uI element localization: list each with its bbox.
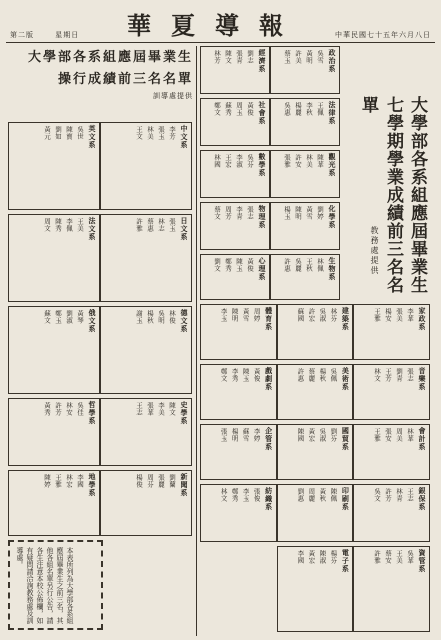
student-names <box>204 308 262 356</box>
student-names <box>104 218 177 298</box>
student-names <box>357 428 415 476</box>
student-name: 王美 <box>76 218 84 232</box>
masthead <box>0 0 441 42</box>
academic-banner-source: 教務處提供 <box>370 226 379 276</box>
student-name: 陳華 <box>316 154 324 168</box>
student-name: 黃秀 <box>43 402 51 416</box>
student-name: 蘇國 <box>296 308 305 322</box>
student-name: 林青 <box>394 488 403 502</box>
student-names <box>274 154 325 194</box>
student-name: 黃雪 <box>241 308 250 322</box>
department-box <box>8 306 100 394</box>
department-name: 新聞系 <box>180 473 189 497</box>
student-names <box>281 550 339 628</box>
student-name: 林華 <box>405 428 414 442</box>
student-name: 許惠 <box>283 258 291 272</box>
department-box <box>200 46 270 94</box>
student-name: 王芳 <box>383 368 392 382</box>
student-name: 張華 <box>146 402 154 416</box>
column-divider <box>196 46 197 636</box>
student-name: 林美 <box>146 126 154 140</box>
student-names <box>274 50 325 90</box>
student-name: 楊明 <box>230 428 239 442</box>
department-name: 印刷系 <box>341 487 351 511</box>
student-name: 李美 <box>157 402 165 416</box>
student-name: 陳佩 <box>329 488 338 502</box>
student-name: 陳國 <box>296 428 305 442</box>
department-name: 觀光系 <box>328 153 337 177</box>
student-names <box>204 102 255 142</box>
student-name: 許芳 <box>54 402 62 416</box>
student-name: 劉志 <box>246 50 254 64</box>
student-names <box>204 368 262 416</box>
student-name: 陳明 <box>230 308 239 322</box>
student-names <box>104 310 177 390</box>
student-name: 楊麗 <box>294 102 302 116</box>
department-box <box>100 306 192 394</box>
student-names <box>204 50 255 90</box>
student-name: 蘇雪 <box>241 428 250 442</box>
department-name: 中文系 <box>180 125 189 149</box>
department-name: 經濟系 <box>258 49 267 73</box>
student-name: 鄭文 <box>219 368 228 382</box>
student-name: 楊秋 <box>318 368 327 382</box>
department-box <box>100 470 192 536</box>
student-name: 周麗 <box>307 488 316 502</box>
student-name: 黃明 <box>305 50 313 64</box>
student-name: 李玉 <box>219 308 228 322</box>
student-names <box>204 206 255 246</box>
student-name: 許安 <box>294 154 302 168</box>
student-name: 陳玉 <box>241 368 250 382</box>
student-name: 吳佳 <box>76 402 84 416</box>
student-name: 林宏 <box>65 474 73 488</box>
student-name: 李秋 <box>305 102 313 116</box>
student-name: 張美 <box>394 308 403 322</box>
department-name: 社會系 <box>258 101 267 125</box>
department-box <box>277 484 354 542</box>
student-name: 吳麗 <box>294 258 302 272</box>
student-name: 黃宏 <box>307 428 316 442</box>
student-name: 楊秋 <box>146 310 154 324</box>
student-name: 蔡惠 <box>146 218 154 232</box>
student-names <box>104 474 177 532</box>
newspaper-title: 華夏導報 <box>127 11 303 40</box>
student-names <box>12 402 85 462</box>
student-name: 蘇文 <box>43 310 51 324</box>
department-box <box>200 304 277 360</box>
student-name: 張麗 <box>157 474 165 488</box>
student-name: 李國 <box>76 474 84 488</box>
department-name: 地學系 <box>88 473 97 497</box>
student-name: 陳寶 <box>65 126 73 140</box>
student-name: 周婷 <box>252 308 261 322</box>
academic-banner <box>345 96 430 301</box>
student-name: 吳世 <box>76 126 84 140</box>
student-name: 陳秀 <box>54 218 62 232</box>
student-name: 王宏 <box>224 154 232 168</box>
department-name: 戲劇系 <box>264 367 274 391</box>
department-name: 日文系 <box>180 217 189 241</box>
department-box <box>200 202 270 250</box>
student-name: 張玉 <box>157 126 165 140</box>
department-box <box>270 202 340 250</box>
department-box <box>270 46 340 94</box>
conduct-banner-line2: 操行成績前三名名單 <box>57 72 193 87</box>
student-name: 蔡麗 <box>307 368 316 382</box>
student-name: 林芳 <box>213 50 221 64</box>
masthead-left-info <box>10 30 97 40</box>
department-name: 體育系 <box>264 307 274 331</box>
student-name: 王雅 <box>372 428 381 442</box>
student-name: 周芳 <box>224 206 232 220</box>
student-name: 周芬 <box>146 474 154 488</box>
student-name: 劉如 <box>54 126 62 140</box>
student-name: 楊芬 <box>329 550 338 564</box>
student-name: 陳玉 <box>235 258 243 272</box>
department-box <box>100 122 192 210</box>
department-box <box>277 304 354 360</box>
student-names <box>281 368 339 416</box>
weekday: 星期日 <box>55 31 80 39</box>
student-name: 張玉 <box>219 428 228 442</box>
student-name: 黃琴 <box>76 310 84 324</box>
department-name: 國貿系 <box>341 427 351 451</box>
student-name: 劉芬 <box>329 428 338 442</box>
student-name: 楊俊 <box>135 474 143 488</box>
student-name: 周美 <box>394 428 403 442</box>
department-name: 史學系 <box>180 401 189 425</box>
student-names <box>357 308 415 356</box>
department-box <box>353 484 430 542</box>
student-name: 王雅 <box>372 308 381 322</box>
department-box <box>270 150 340 198</box>
student-name: 王雅 <box>54 474 62 488</box>
student-name: 李華 <box>405 308 414 322</box>
page-number: 第二版 <box>10 31 34 39</box>
department-name: 紡織系 <box>264 487 274 511</box>
student-name: 周文 <box>43 218 51 232</box>
student-name: 張俊 <box>252 488 261 502</box>
student-name: 李淑 <box>235 154 243 168</box>
student-name: 陳明 <box>294 206 302 220</box>
department-name: 心理系 <box>258 257 267 281</box>
student-name: 蘇秀 <box>224 102 232 116</box>
student-names <box>12 126 85 206</box>
department-name: 德文系 <box>180 309 189 333</box>
student-name: 張雅 <box>283 154 291 168</box>
student-name: 吳佩 <box>329 368 338 382</box>
student-name: 楊玉 <box>283 206 291 220</box>
student-name: 吳淑 <box>318 308 327 322</box>
student-name: 鄭文 <box>213 102 221 116</box>
student-name: 李佩 <box>65 218 73 232</box>
student-name: 許美 <box>294 50 302 64</box>
department-name: 音樂系 <box>417 367 427 391</box>
department-name: 生物系 <box>328 257 337 281</box>
student-name: 陳文 <box>224 50 232 64</box>
student-name: 林佩 <box>316 258 324 272</box>
department-box <box>200 150 270 198</box>
student-name: 鄭秀 <box>224 258 232 272</box>
student-names <box>104 126 177 206</box>
student-name: 張安 <box>383 428 392 442</box>
student-name: 劉青 <box>394 368 403 382</box>
department-box <box>100 398 192 466</box>
student-name: 吳惠 <box>283 102 291 116</box>
student-name: 林安 <box>65 402 73 416</box>
notice-box <box>8 540 103 630</box>
student-name: 許雅 <box>372 550 381 564</box>
student-name: 王秋 <box>305 258 313 272</box>
department-box <box>200 364 277 420</box>
department-box <box>100 214 192 302</box>
student-name: 林芬 <box>329 308 338 322</box>
department-name: 俄文系 <box>88 309 97 333</box>
student-name: 王文 <box>135 126 143 140</box>
student-names <box>12 474 85 532</box>
student-names <box>274 258 325 296</box>
student-name: 李國 <box>296 550 305 564</box>
student-name: 吳雪 <box>316 50 324 64</box>
student-names <box>204 154 255 194</box>
department-box <box>200 254 270 300</box>
student-name: 許惠 <box>296 368 305 382</box>
student-name: 吳淑 <box>318 428 327 442</box>
department-name: 企管系 <box>264 427 274 451</box>
student-name: 林文 <box>372 368 381 382</box>
department-name: 物理系 <box>258 205 267 229</box>
student-name: 李芳 <box>168 126 176 140</box>
department-name: 家政系 <box>417 307 427 331</box>
department-box <box>353 424 430 480</box>
student-name: 陳淑 <box>318 550 327 564</box>
department-name: 電子系 <box>341 549 351 573</box>
student-names <box>357 368 415 416</box>
student-name: 吳明 <box>157 310 165 324</box>
department-box <box>353 304 430 360</box>
student-name: 王志 <box>405 488 414 502</box>
student-name: 黃秋 <box>318 488 327 502</box>
department-name: 會計系 <box>417 427 427 451</box>
department-name: 資管系 <box>417 549 427 573</box>
student-name: 鄭玉 <box>54 310 62 324</box>
student-names <box>204 428 262 476</box>
student-name: 蔡玉 <box>283 50 291 64</box>
department-box <box>270 98 340 146</box>
student-name: 王美 <box>394 550 403 564</box>
conduct-banner-source: 訓導處提供 <box>153 92 193 100</box>
department-box <box>270 254 340 300</box>
student-name: 李玉 <box>241 488 250 502</box>
student-name: 李秀 <box>230 368 239 382</box>
student-names <box>204 258 255 296</box>
student-name: 張志 <box>246 206 254 220</box>
department-name: 銀保系 <box>417 487 427 511</box>
student-name: 李婷 <box>252 428 261 442</box>
masthead-rule <box>6 42 435 43</box>
student-names <box>12 218 85 298</box>
student-name: 鄭秀 <box>230 488 239 502</box>
student-name: 陳婷 <box>43 474 51 488</box>
student-names <box>274 102 325 142</box>
department-name: 英文系 <box>88 125 97 149</box>
student-name: 劉惠 <box>296 488 305 502</box>
department-box <box>8 122 100 210</box>
student-name: 黃宏 <box>307 550 316 564</box>
academic-banner-col2: 七學期學業成績前三名名單 <box>358 96 403 294</box>
student-names <box>274 206 325 246</box>
student-name: 林美 <box>305 154 313 168</box>
student-name: 林志 <box>157 218 165 232</box>
conduct-banner <box>8 46 193 118</box>
student-name: 黃俊 <box>252 368 261 382</box>
student-name: 王佩 <box>316 102 324 116</box>
student-name: 王志 <box>135 402 143 416</box>
notice-text: 本表所列為大學部各系組應屆畢業生之前三名，其他各組名單另行公告，請各生注意本校公佈欄，如有疑問請洽詢教務處及訓導處。 <box>16 547 74 624</box>
student-name: 許雅 <box>135 218 143 232</box>
student-names <box>357 488 415 538</box>
student-names <box>281 428 339 476</box>
student-name: 黃俊 <box>246 258 254 272</box>
department-name: 法律系 <box>328 101 337 125</box>
student-name: 劉淑 <box>65 310 73 324</box>
student-names <box>281 488 339 538</box>
student-name: 林文 <box>219 488 228 502</box>
department-name: 建築系 <box>341 307 351 331</box>
department-box <box>277 424 354 480</box>
student-names <box>281 308 339 356</box>
department-box <box>8 214 100 302</box>
student-name: 黃俊 <box>246 102 254 116</box>
department-box <box>8 470 100 536</box>
student-name: 蔡安 <box>383 550 392 564</box>
department-box <box>277 364 354 420</box>
department-name: 政治系 <box>328 49 337 73</box>
student-name: 吳文 <box>372 488 381 502</box>
department-box <box>353 364 430 420</box>
student-name: 蔡文 <box>213 206 221 220</box>
student-name: 吳華 <box>405 550 414 564</box>
student-name: 黃雪 <box>305 206 313 220</box>
student-name: 黃元 <box>43 126 51 140</box>
student-name: 張志 <box>405 368 414 382</box>
student-name: 李青 <box>235 206 243 220</box>
student-name: 周玉 <box>235 102 243 116</box>
student-names <box>357 550 415 628</box>
student-name: 謝玉 <box>135 310 143 324</box>
department-name: 化學系 <box>328 205 337 229</box>
department-name: 法文系 <box>88 217 97 241</box>
student-name: 吳芬 <box>246 154 254 168</box>
department-box <box>200 484 277 542</box>
student-name: 張青 <box>235 50 243 64</box>
student-name: 劉蘭 <box>168 474 176 488</box>
student-name: 林俊 <box>168 310 176 324</box>
publication-date: 中華民國七十五年六月八日 <box>335 31 431 39</box>
student-name: 張玉 <box>168 218 176 232</box>
student-name: 劉文 <box>213 258 221 272</box>
department-box <box>200 424 277 480</box>
student-name: 許芳 <box>383 488 392 502</box>
department-name: 美術系 <box>341 367 351 391</box>
department-box <box>200 98 270 146</box>
academic-banner-col1: 大學部各系組應屆畢業生 <box>407 96 427 294</box>
student-names <box>204 488 262 538</box>
department-name: 數學系 <box>258 153 267 177</box>
student-names <box>104 402 177 462</box>
department-box <box>277 546 354 632</box>
student-name: 陳文 <box>168 402 176 416</box>
department-box <box>353 546 430 632</box>
student-name: 楊安 <box>383 308 392 322</box>
student-name: 劉婷 <box>316 206 324 220</box>
department-name: 哲學系 <box>88 401 97 425</box>
student-name: 許宏 <box>307 308 316 322</box>
conduct-banner-line1: 大學部各系組應屆畢業生 <box>27 50 193 65</box>
student-name: 林國 <box>213 154 221 168</box>
student-names <box>12 310 85 390</box>
department-box <box>8 398 100 466</box>
